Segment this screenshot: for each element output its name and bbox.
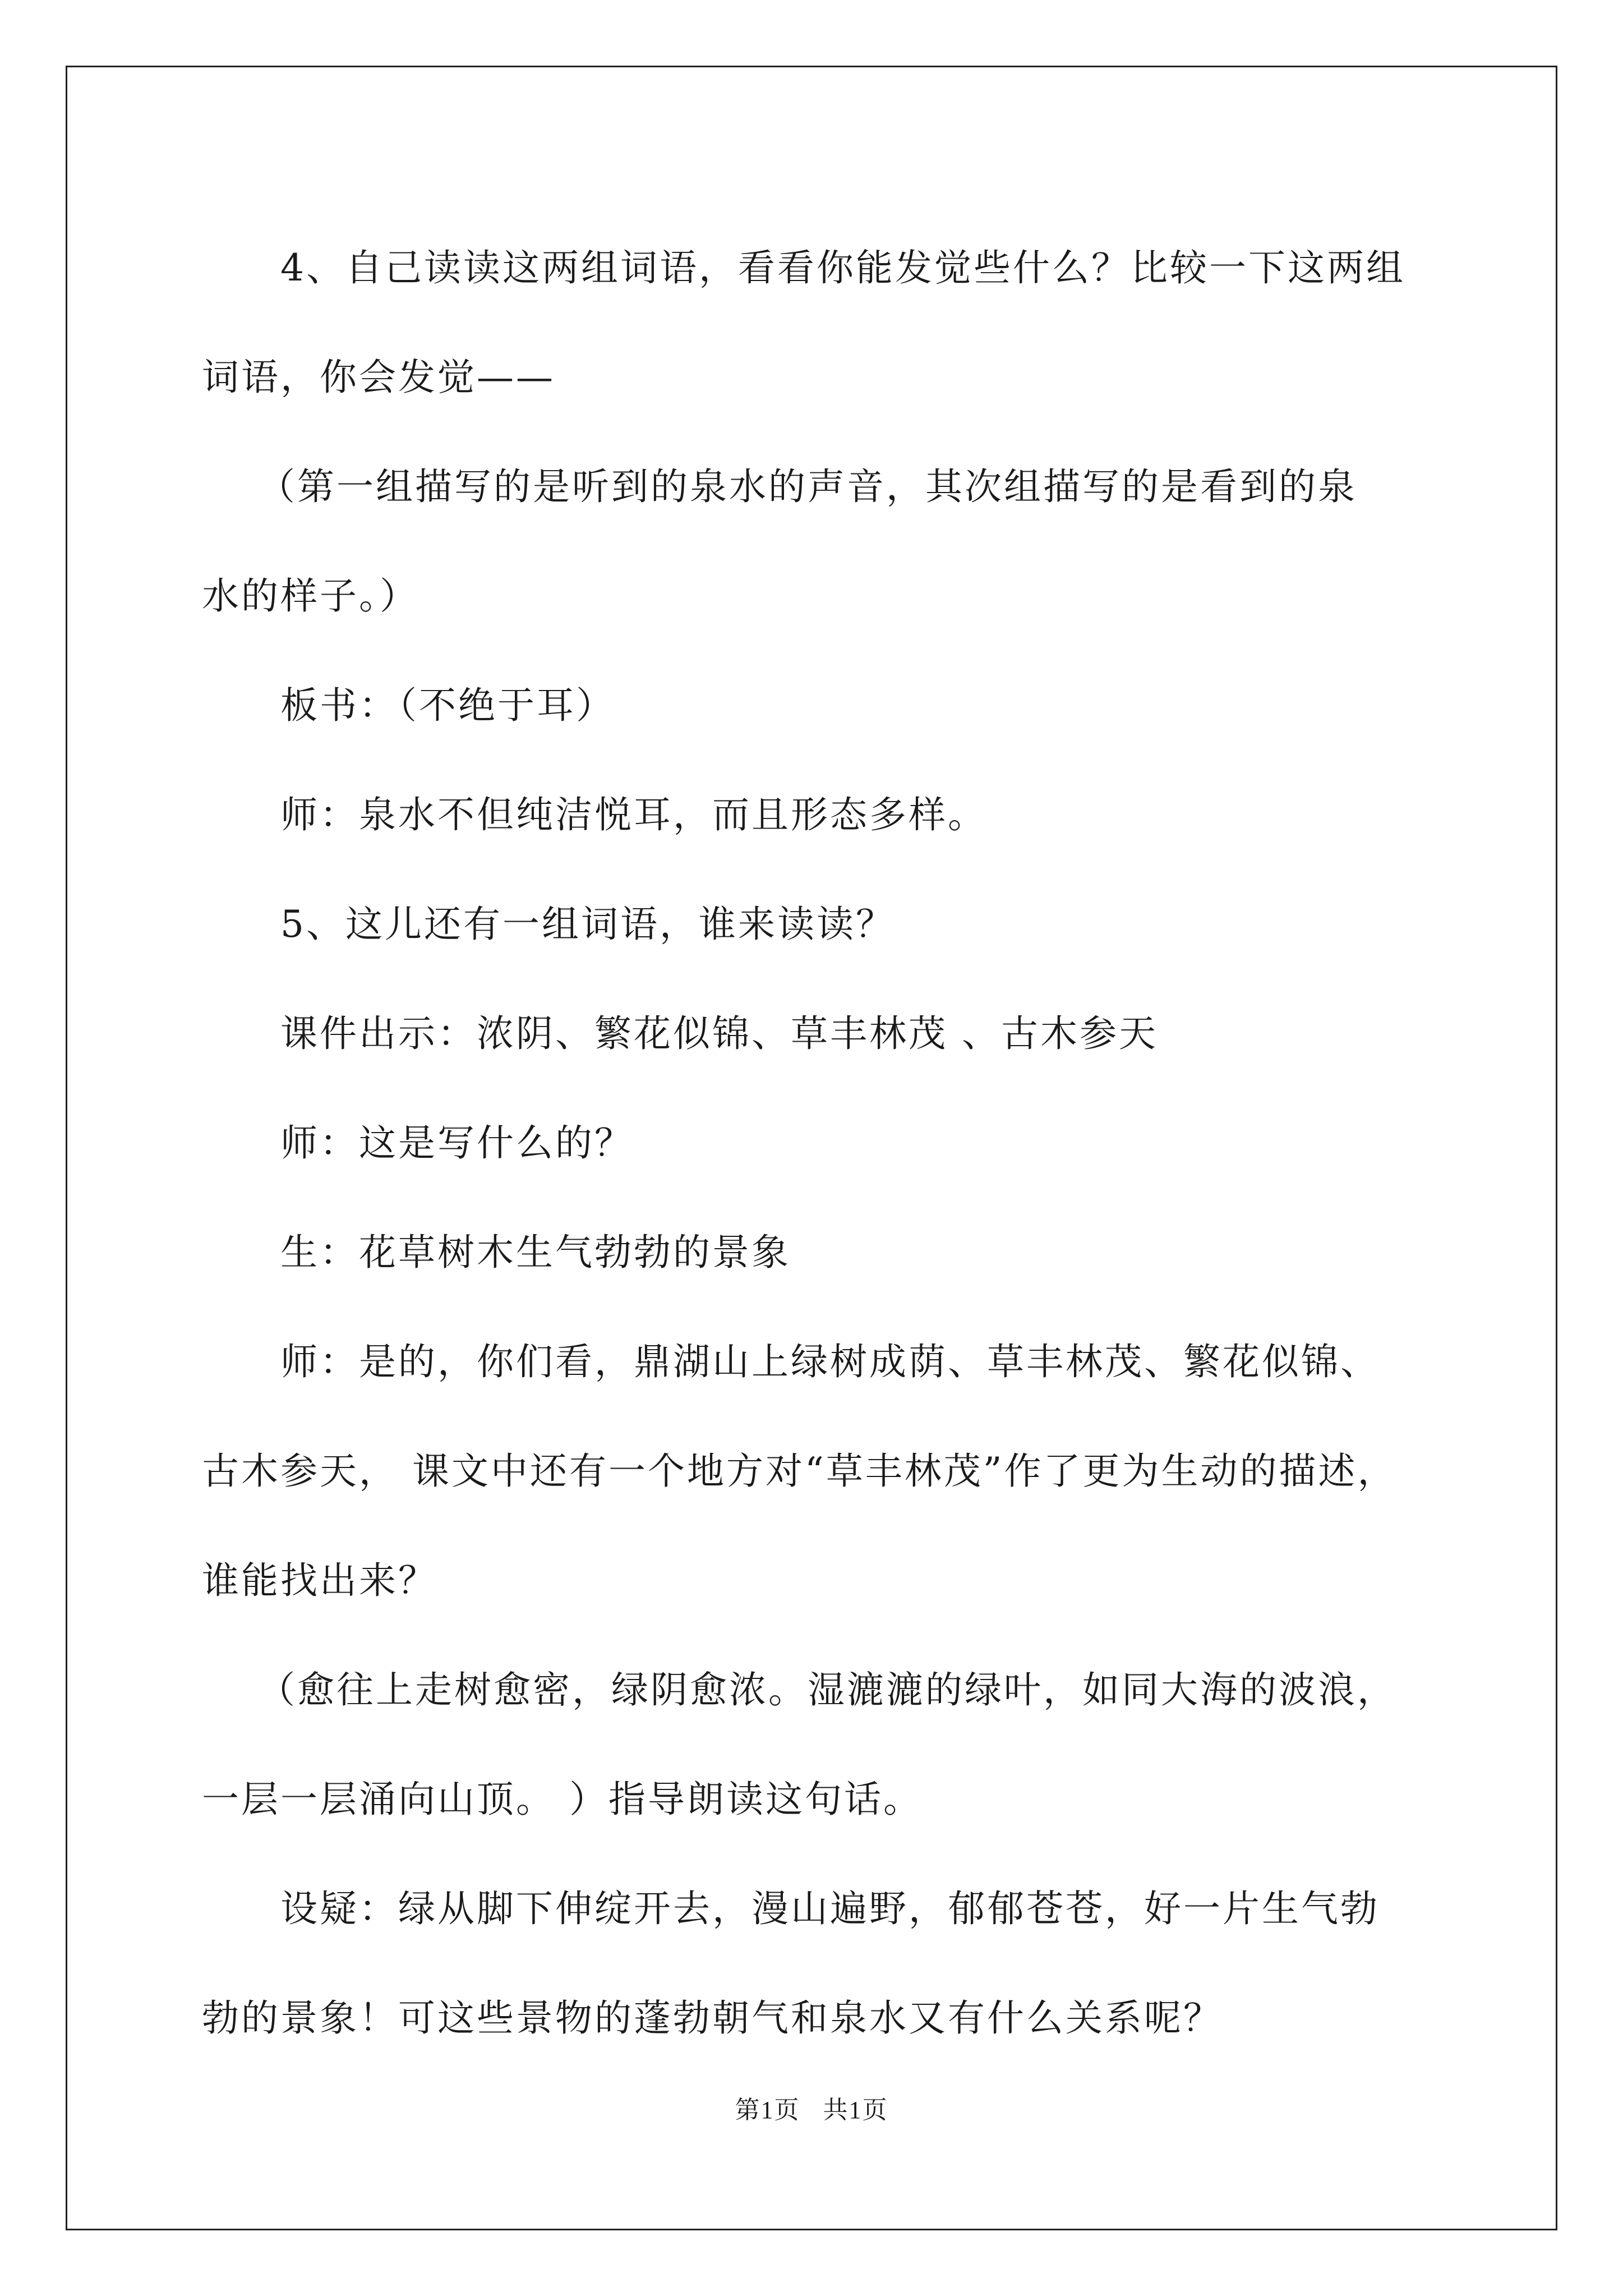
paragraph-line: 词语，你会发觉—— [202,356,555,399]
paragraph-line: 5、这儿还有一组词语，谁来读读？ [280,903,895,946]
paragraph-line: 师：这是写什么的？ [280,1121,634,1165]
document-body [202,213,1436,2073]
paragraph-line: 谁能找出来？ [202,1559,437,1602]
paragraph-line: 板书：（不绝于耳） [280,684,615,727]
paragraph-line: 课件出示：浓阴、繁花似锦、草丰林茂 、古木参天 [280,1012,1158,1055]
paragraph-line: （第一组描写的是听到的泉水的声音，其次组描写的是看到的泉 [258,465,1357,508]
paragraph-line: 古木参天， 课文中还有一个地方对“草丰林茂”作了更为生动的描述， [202,1450,1397,1493]
paragraph-line: 4、自己读读这两组词语，看看你能发觉些什么？比较一下这两组 [280,246,1405,289]
paragraph-line: 师：是的，你们看，鼎湖山上绿树成荫、草丰林茂、繁花似锦、 [280,1340,1380,1383]
paragraph-line: 勃的景象！可这些景物的蓬勃朝气和泉水又有什么关系呢？ [202,1996,1223,2040]
paragraph-line: 一层一层涌向山顶。 ）指导朗读这句话。 [202,1778,923,1821]
page-total: 共1页 [823,2096,888,2124]
paragraph-line: 师：泉水不但纯洁悦耳，而且形态多样。 [280,793,987,836]
paragraph-line: 生：花草树木生气勃勃的景象 [280,1231,791,1274]
paragraph-line: 设疑：绿从脚下伸绽开去，漫山遍野，郁郁苍苍，好一片生气勃 [280,1887,1380,1930]
page-footer [0,2090,1623,2125]
page-number: 第1页 [735,2096,800,2124]
paragraph-line: 水的样子。） [202,574,419,618]
paragraph-line: （愈往上走树愈密，绿阴愈浓。湿漉漉的绿叶，如同大海的波浪， [258,1668,1396,1711]
